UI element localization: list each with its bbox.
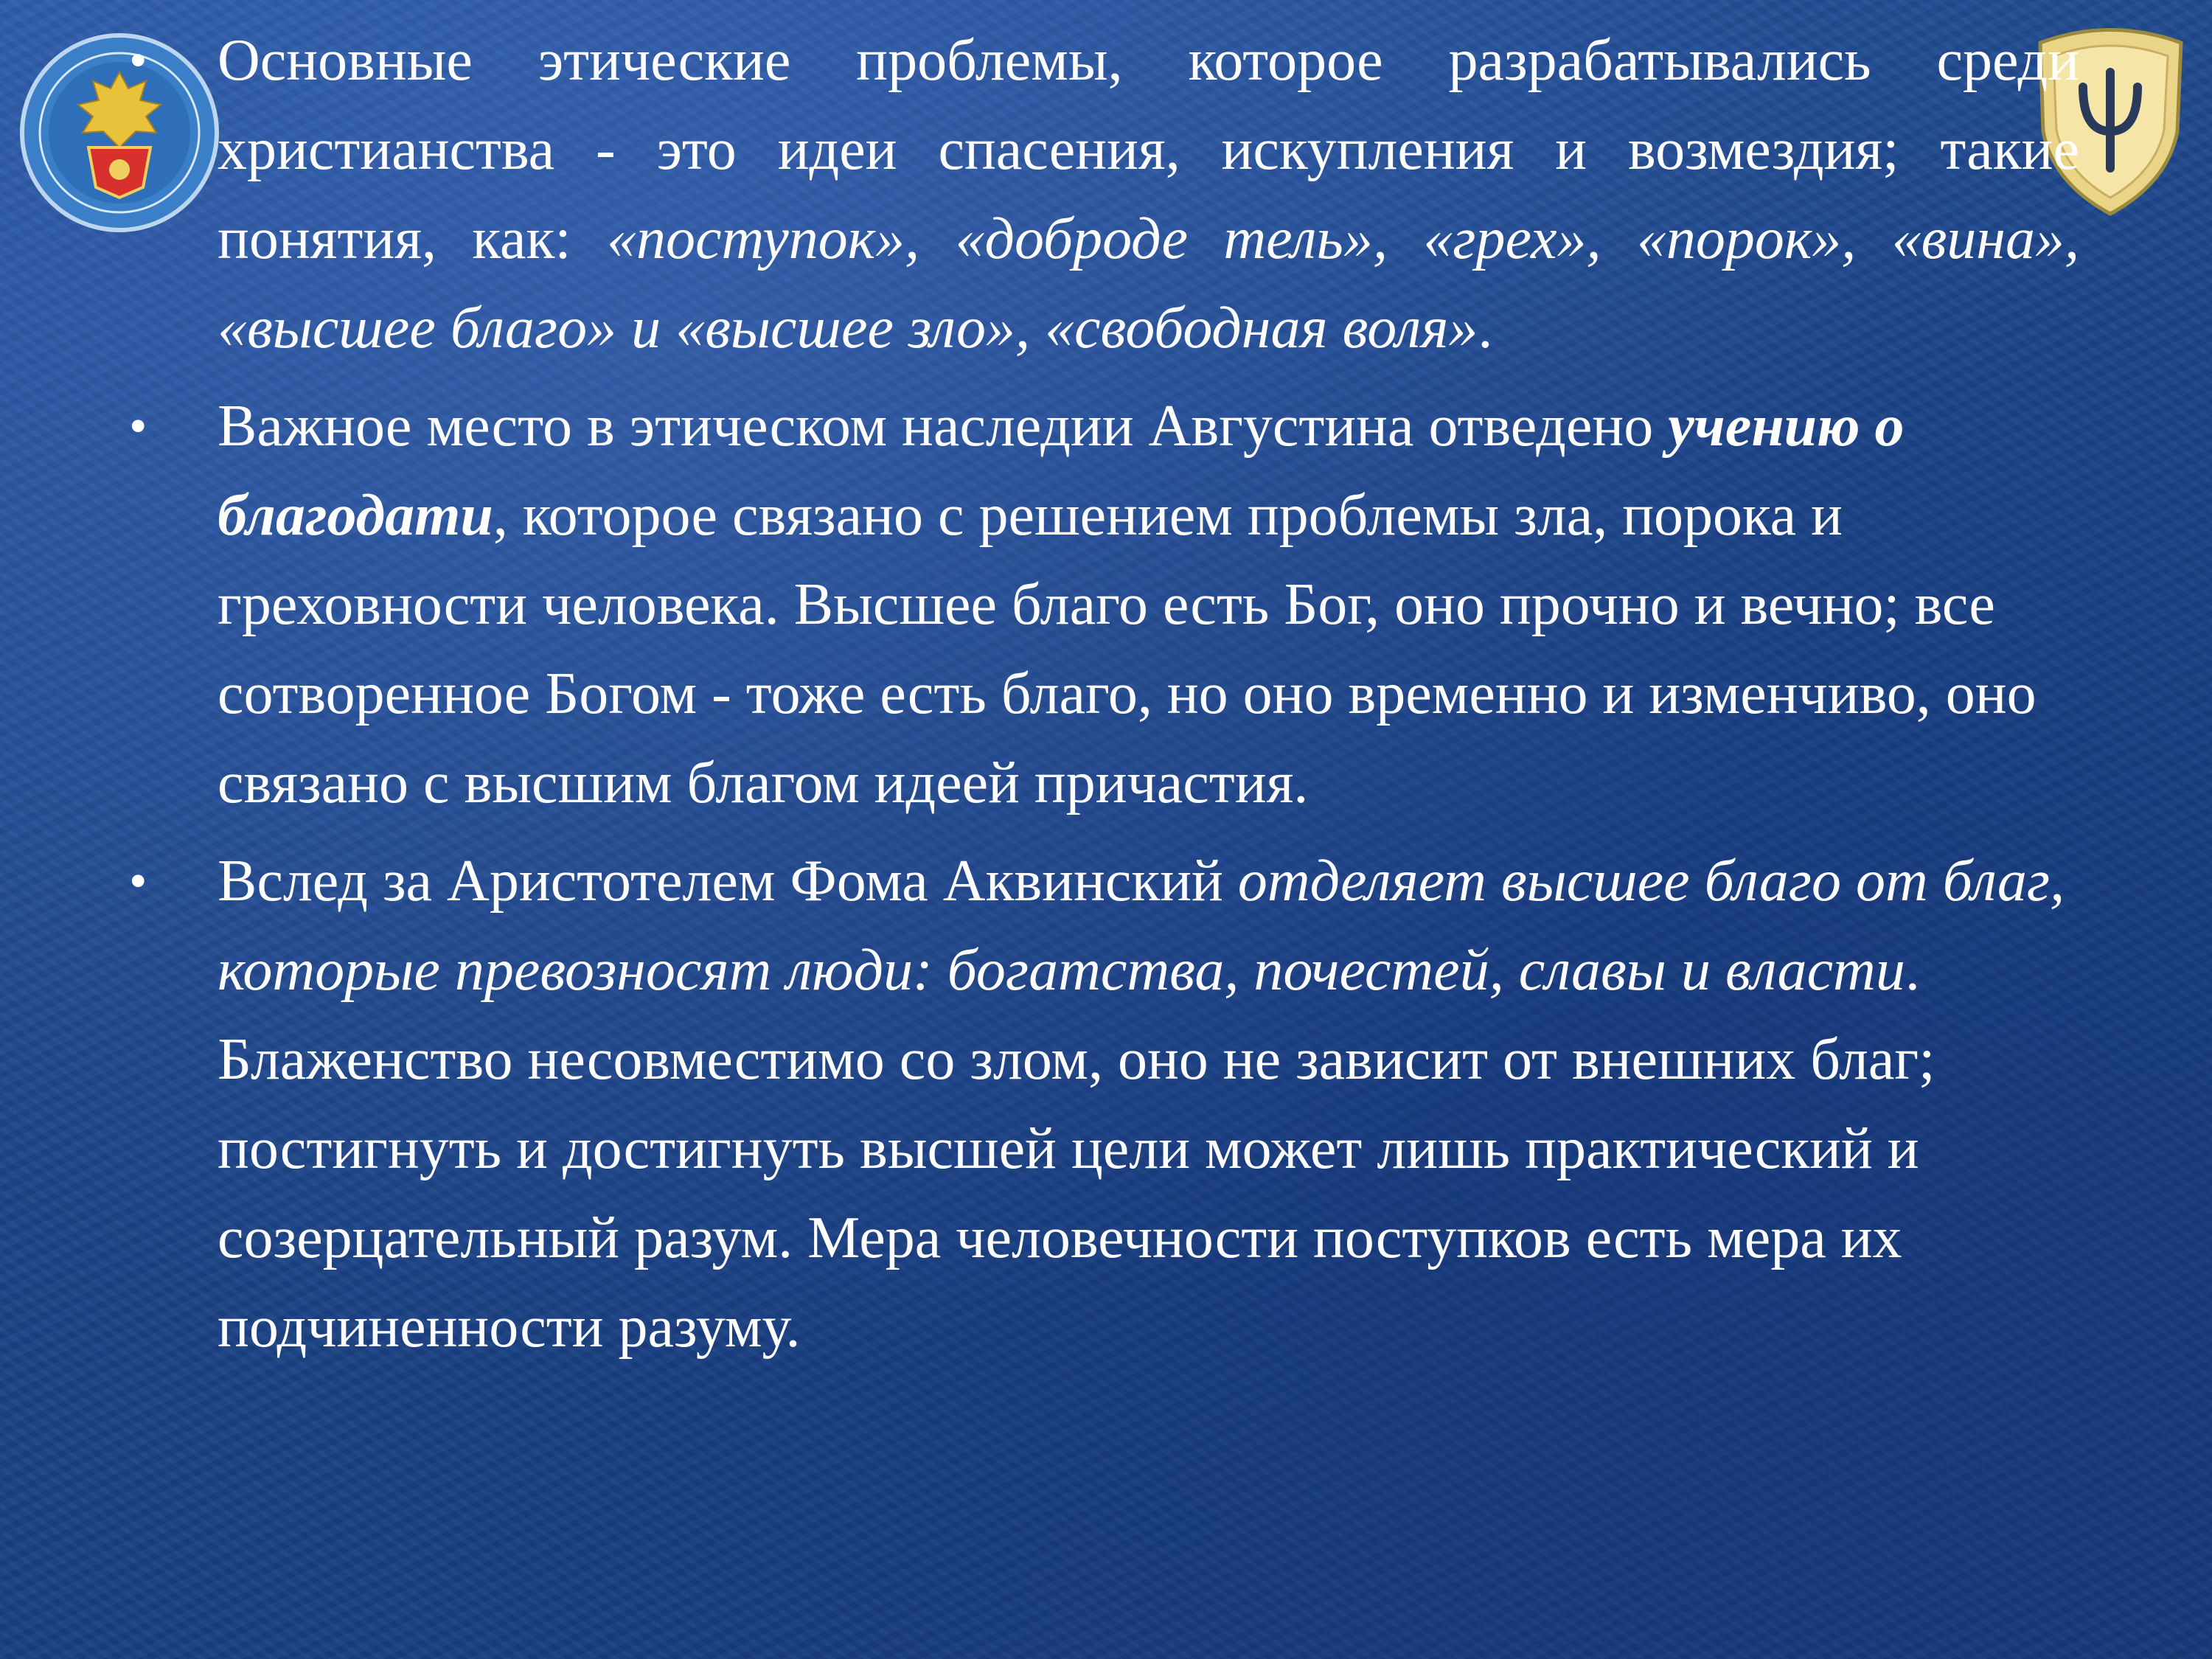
text-run: Важное место в этическом наследии Августина отведено — [218, 394, 1669, 459]
italic-text-run: отделяет высшее благо от благ, которые превозносят люди: богатства, почестей, славы и власти — [218, 849, 2065, 1003]
slide-content — [129, 16, 2079, 1381]
bold-italic-text-run: учению о благодати — [218, 394, 1905, 548]
bullet-item — [129, 16, 2079, 373]
bullet-marker: • — [129, 32, 147, 89]
bullet-text — [218, 394, 2037, 815]
bullet-text — [218, 28, 2079, 361]
text-run: Основные этические проблемы, которое разрабатывались среди христианства - это идеи спасения, искупления и возмездия; такие понятия, как: — [218, 28, 2079, 271]
text-run: . — [1478, 296, 1493, 361]
bullet-item — [129, 382, 2079, 828]
bullet-marker: • — [129, 853, 147, 910]
text-run: Вслед за Аристотелем Фома Аквинский — [218, 849, 1238, 914]
text-run: . Блаженство несовместимо со злом, оно не зависит от внешних благ; постигнуть и достигнуть высшей цели может лишь практический и созерцательный разум. Мера человечности поступков есть мера их подчиненности разуму. — [218, 938, 1935, 1360]
italic-text-run: «поступок», «доброде тель», «грех», «порок», «вина», «высшее благо» и «высшее зло», «свободная воля» — [218, 206, 2079, 361]
text-run: , которое связано с решением проблемы зла, порока и греховности человека. Высшее благо есть Бог, оно прочно и вечно; все сотворенное Богом - тоже есть благо, но оно временно и изменчиво, оно связано с высшим благом идеей причастия. — [218, 483, 2037, 815]
bullet-item — [129, 837, 2079, 1372]
bullet-text — [218, 849, 2065, 1360]
bullet-marker: • — [129, 398, 147, 455]
